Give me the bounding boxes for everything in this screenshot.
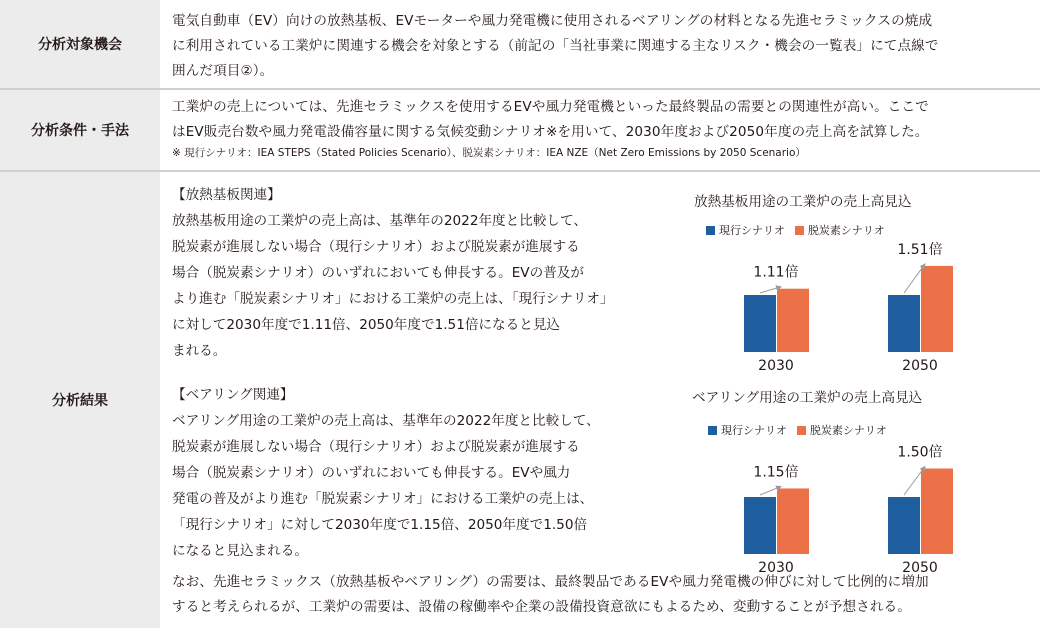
text-line: 脱炭素が進展しない場合（現行シナリオ）および脱炭素が進展する — [172, 239, 580, 255]
category-label: 2050 — [902, 560, 938, 574]
row-results — [0, 172, 1040, 628]
row-content-conditions — [172, 95, 1030, 161]
section-heading: 【ベアリング関連】 — [172, 387, 294, 403]
row-content-target — [172, 9, 1030, 84]
row-target-opportunity — [0, 0, 1040, 88]
text-line: 発電の普及がより進む「脱炭素シナリオ」における工業炉の売上は、 — [172, 491, 594, 507]
bar-decarb-2050 — [921, 469, 953, 555]
text-line: に利用されている工業炉に関連する機会を対象とする（前記の「当社事業に関連する主なリスク・機会の一覧表」にて点線で — [172, 38, 939, 54]
legend-label: 現行シナリオ — [719, 224, 785, 237]
data-label: 1.15倍 — [753, 464, 799, 481]
row-conditions-method — [0, 90, 1040, 170]
bar-current-2050 — [888, 497, 920, 554]
chart-title: 放熱基板用途の工業炉の売上高見込 — [694, 194, 912, 210]
text-line: 場合（脱炭素シナリオ）のいずれにおいても伸長する。EVや風力 — [172, 465, 571, 481]
text-line: まれる。 — [172, 343, 227, 359]
text-line: になると見込まれる。 — [172, 543, 308, 559]
text-line: 放熱基板用途の工業炉の売上高は、基準年の2022年度と比較して、 — [172, 213, 587, 229]
scenario-footnote: ※ 現行シナリオ：IEA STEPS（Stated Policies Scenario）、脱炭素シナリオ：IEA NZE（Net Zero Emissions by 2050 Scenario） — [172, 147, 806, 159]
bar-decarb-2030 — [777, 289, 809, 352]
data-label: 1.50倍 — [897, 444, 943, 461]
text-line: 電気自動車（EV）向けの放熱基板、EVモーターや風力発電機に使用されるベアリングの材料となる先進セラミックスの焼成 — [172, 13, 933, 29]
text-line: 囲んだ項目②）。 — [172, 63, 274, 79]
text-line: はEV販売台数や風力発電設備容量に関する気候変動シナリオ※を用いて、2030年度および2050年度の売上高を試算した。 — [172, 124, 929, 140]
legend-swatch-current — [706, 226, 715, 235]
text-line: なお、先進セラミックス（放熱基板やベアリング）の需要は、最終製品であるEVや風力発電機の伸びに対して比例的に増加 — [172, 574, 929, 590]
legend-swatch-current — [708, 426, 717, 435]
legend-label: 脱炭素シナリオ — [809, 424, 887, 437]
legend-label: 現行シナリオ — [721, 424, 787, 437]
bar-current-2030 — [744, 497, 776, 554]
chart-heat-dissipation — [720, 232, 1000, 372]
bar-current-2030 — [744, 295, 776, 352]
section-heat-dissipation — [172, 182, 662, 364]
category-label: 2050 — [902, 358, 938, 372]
bar-current-2050 — [888, 295, 920, 352]
bar-decarb-2050 — [921, 266, 953, 352]
text-line: ベアリング用途の工業炉の売上高は、基準年の2022年度と比較して、 — [172, 413, 600, 429]
chart-bearing — [720, 434, 1000, 574]
section-bearing — [172, 382, 662, 564]
text-line: 脱炭素が進展しない場合（現行シナリオ）および脱炭素が進展する — [172, 439, 580, 455]
category-label: 2030 — [758, 358, 794, 372]
text-line: 「現行シナリオ」に対して2030年度で1.15倍、2050年度で1.50倍 — [172, 517, 588, 533]
results-footer — [172, 570, 1030, 620]
text-line: 工業炉の売上については、先進セラミックスを使用するEVや風力発電機といった最終製品の需要との関連性が高い。ここで — [172, 99, 929, 115]
data-label: 1.11倍 — [753, 264, 799, 281]
text-line: すると考えられるが、工業炉の需要は、設備の稼働率や企業の設備投資意欲にもよるため、変動することが予想される。 — [172, 599, 911, 615]
row-label-conditions: 分析条件・手法 — [0, 90, 160, 170]
section-heading: 【放熱基板関連】 — [172, 187, 281, 203]
row-label-target: 分析対象機会 — [0, 0, 160, 88]
data-label: 1.51倍 — [897, 241, 943, 258]
row-label-results: 分析結果 — [0, 172, 160, 628]
category-label: 2030 — [758, 560, 794, 574]
text-line: 場合（脱炭素シナリオ）のいずれにおいても伸長する。EVの普及が — [172, 265, 584, 281]
text-line: に対して2030年度で1.11倍、2050年度で1.51倍になると見込 — [172, 317, 561, 333]
legend-label: 脱炭素シナリオ — [807, 224, 885, 237]
text-line: より進む「脱炭素シナリオ」における工業炉の売上は、「現行シナリオ」 — [172, 291, 614, 307]
chart-title: ベアリング用途の工業炉の売上高見込 — [692, 390, 923, 406]
bar-decarb-2030 — [777, 488, 809, 554]
